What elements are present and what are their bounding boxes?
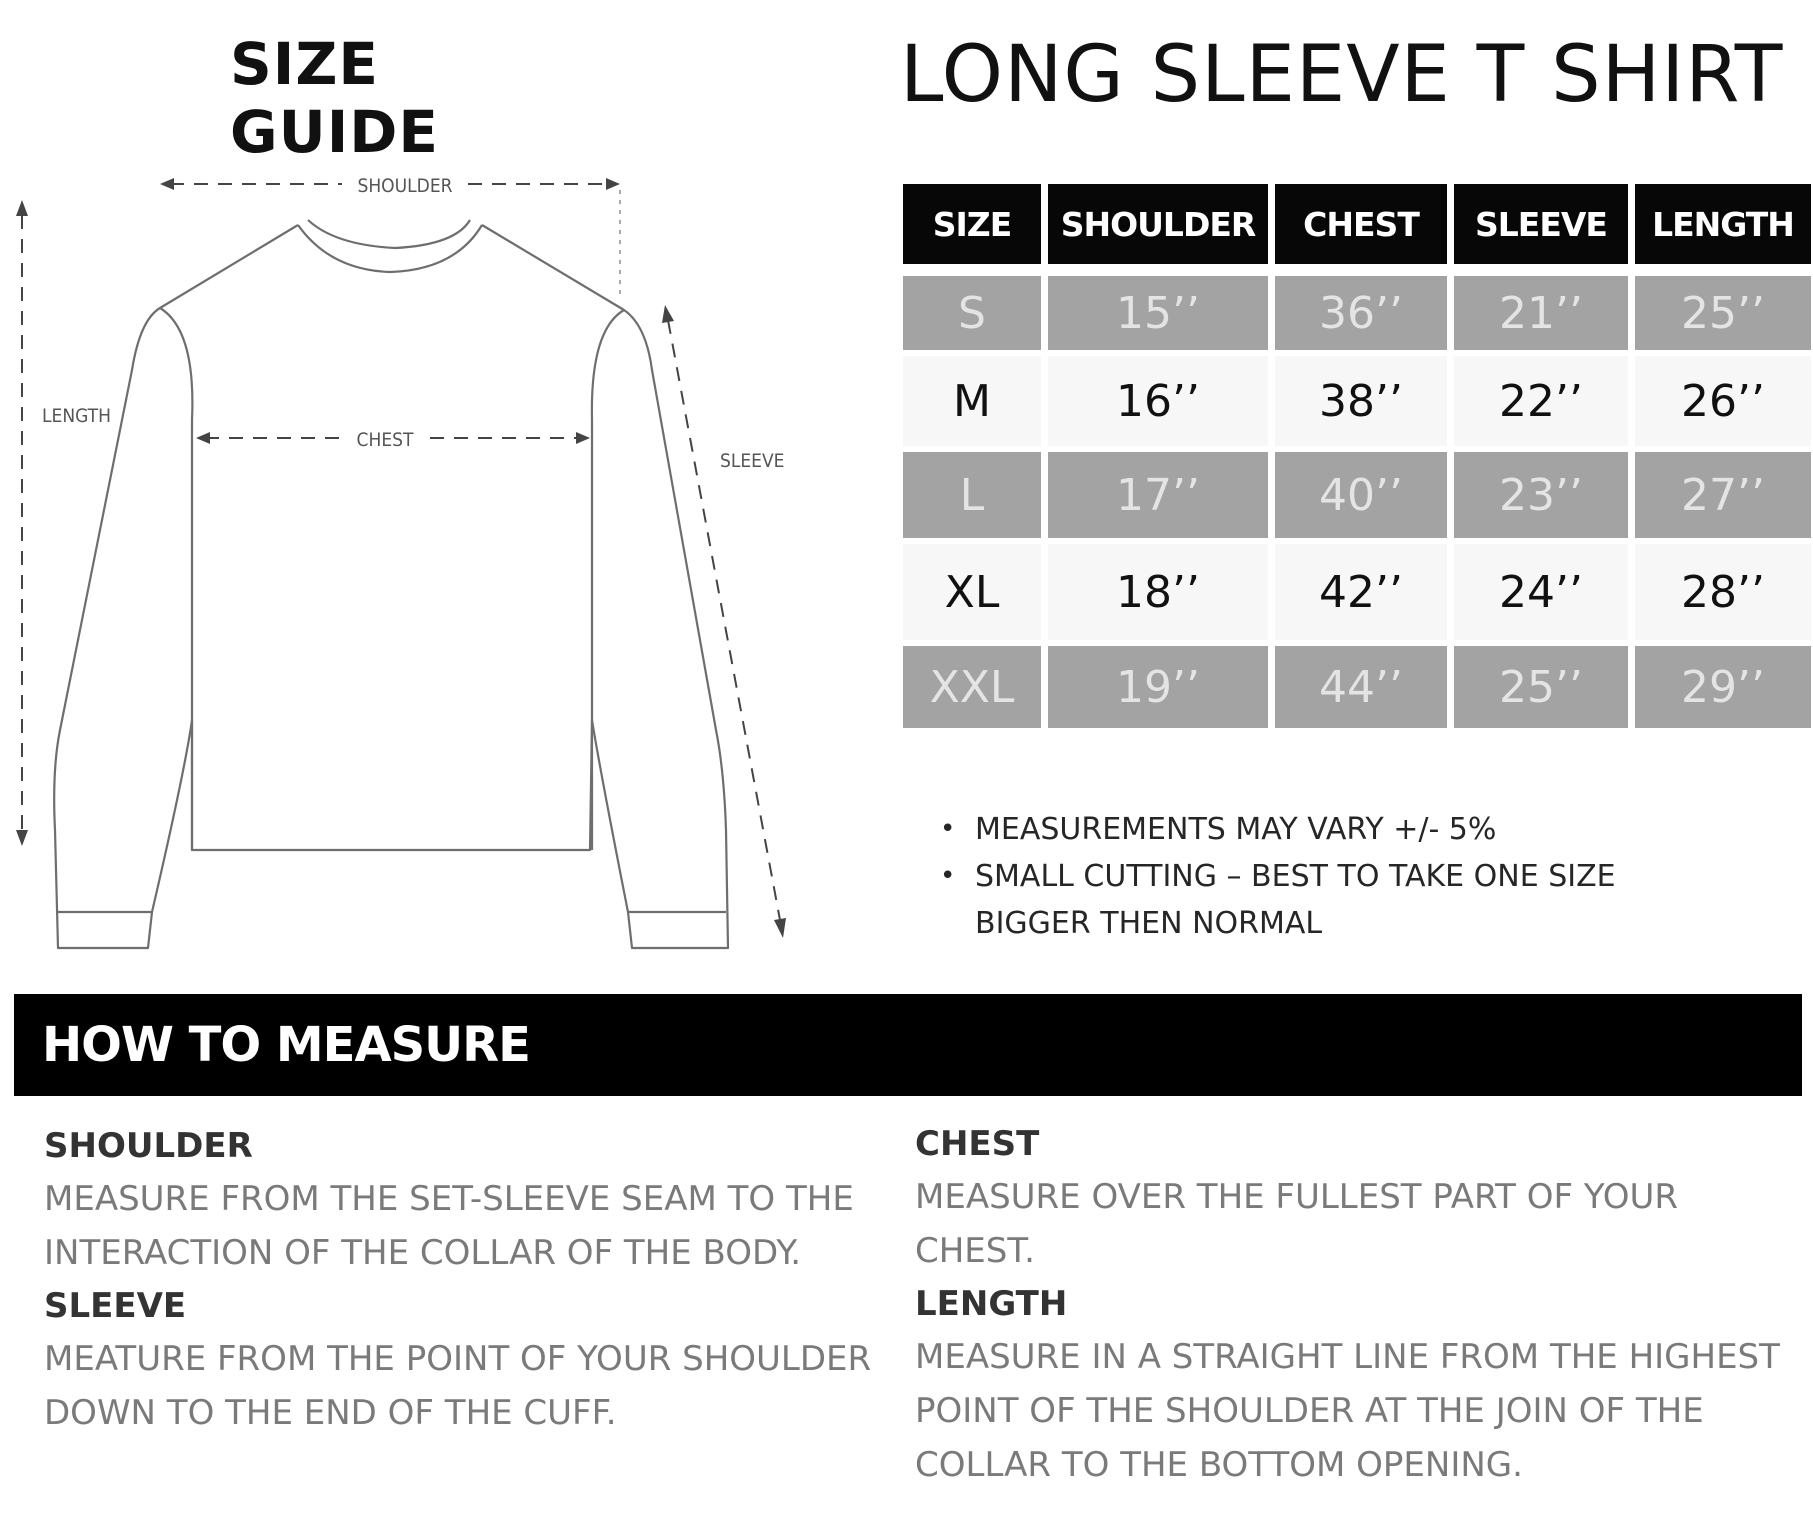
shoulder-instructions: MEASURE FROM THE SET-SLEEVE SEAM TO THE INTERACTION OF THE COLLAR OF THE BODY. [44, 1179, 854, 1273]
shirt-diagram [0, 130, 800, 970]
table-cell: 16’’ [1048, 356, 1268, 446]
table-header-shoulder: SHOULDER [1048, 184, 1268, 264]
table-cell: 17’’ [1048, 452, 1268, 538]
table-header-size: SIZE [903, 184, 1041, 264]
diagram-label-shoulder: SHOULDER [357, 175, 453, 197]
table-cell: L [903, 452, 1041, 538]
sleeve-heading: SLEEVE [44, 1286, 187, 1326]
diagram-label-chest: CHEST [356, 429, 414, 451]
how-to-measure-banner: HOW TO MEASURE [14, 994, 1802, 1096]
table-cell: 19’’ [1048, 646, 1268, 728]
shirt-outline [54, 220, 728, 948]
table-cell: 38’’ [1275, 356, 1447, 446]
table-cell: M [903, 356, 1041, 446]
note-item: • MEASUREMENTS MAY VARY +/- 5% [940, 806, 1800, 853]
table-cell: 25’’ [1454, 646, 1628, 728]
length-heading: LENGTH [915, 1284, 1068, 1324]
table-cell: 21’’ [1454, 276, 1628, 350]
length-instructions: MEASURE IN A STRAIGHT LINE FROM THE HIGHEST POINT OF THE SHOULDER AT THE JOIN OF THE COLLAR TO THE BOTTOM OPENING. [915, 1337, 1780, 1485]
table-cell: 27’’ [1635, 452, 1811, 538]
note-item: • SMALL CUTTING – BEST TO TAKE ONE SIZE BIGGER THEN NORMAL [940, 853, 1695, 947]
notes-list [940, 806, 1800, 947]
product-title: LONG SLEEVE T SHIRT [900, 30, 1784, 120]
table-header-length: LENGTH [1635, 184, 1811, 264]
table-header-chest: CHEST [1275, 184, 1447, 264]
table-cell: XL [903, 544, 1041, 640]
table-cell: 22’’ [1454, 356, 1628, 446]
table-cell: XXL [903, 646, 1041, 728]
diagram-label-sleeve: SLEEVE [720, 450, 785, 472]
size-table [903, 184, 1803, 774]
table-cell: 23’’ [1454, 452, 1628, 538]
table-cell: 29’’ [1635, 646, 1811, 728]
diagram-label-length: LENGTH [42, 405, 111, 427]
chest-instructions: MEASURE OVER THE FULLEST PART OF YOUR CHEST. [915, 1177, 1679, 1271]
chest-heading: CHEST [915, 1124, 1040, 1164]
measure-left-column [44, 1120, 884, 1440]
table-cell: 15’’ [1048, 276, 1268, 350]
sleeve-instructions: MEATURE FROM THE POINT OF YOUR SHOULDER DOWN TO THE END OF THE CUFF. [44, 1339, 872, 1433]
table-header-sleeve: SLEEVE [1454, 184, 1628, 264]
table-cell: S [903, 276, 1041, 350]
dimension-arrows [16, 178, 786, 938]
table-cell: 36’’ [1275, 276, 1447, 350]
table-cell: 44’’ [1275, 646, 1447, 728]
table-cell: 24’’ [1454, 544, 1628, 640]
table-cell: 25’’ [1635, 276, 1811, 350]
shoulder-heading: SHOULDER [44, 1126, 253, 1166]
table-cell: 26’’ [1635, 356, 1811, 446]
table-cell: 28’’ [1635, 544, 1811, 640]
table-cell: 42’’ [1275, 544, 1447, 640]
table-cell: 18’’ [1048, 544, 1268, 640]
measure-right-column [915, 1118, 1795, 1492]
size-guide-title: SIZE GUIDE [230, 30, 440, 166]
table-cell: 40’’ [1275, 452, 1447, 538]
